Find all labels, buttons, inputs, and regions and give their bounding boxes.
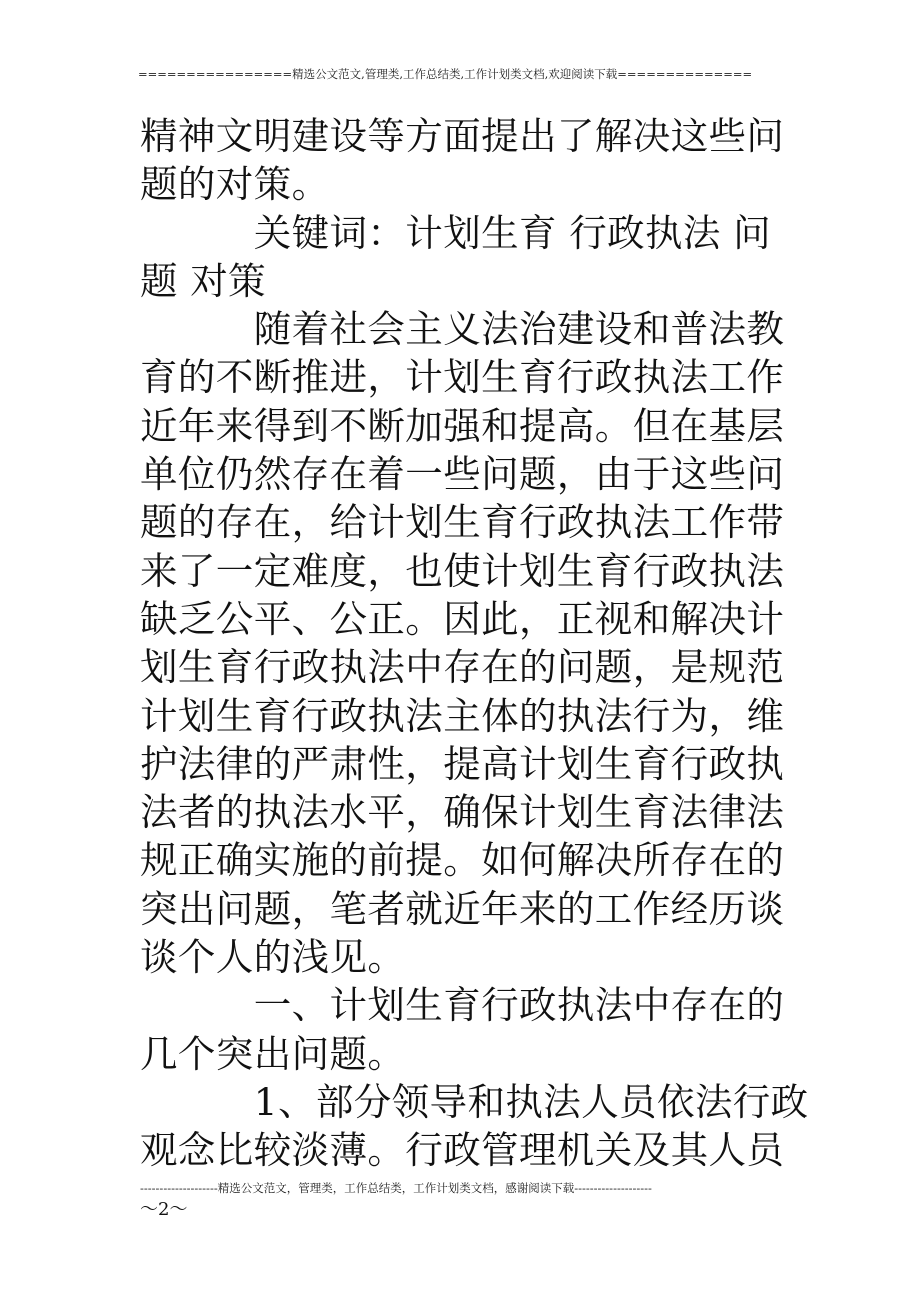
keywords-line: 关键词：计划生育 行政执法 问: [140, 210, 772, 255]
text-line: 来了一定难度，也使计划生育行政执法: [140, 548, 785, 593]
text-line: 计划生育行政执法主体的执法行为，维: [140, 693, 785, 738]
text-line: 题的存在，给计划生育行政执法工作带: [140, 500, 785, 545]
text-line: 近年来得到不断加强和提高。但在基层: [140, 403, 785, 448]
text-line: 随着社会主义法治建设和普法教: [140, 307, 785, 352]
page-header: ================精选公文范文,管理类,工作总结类,工作计划类文档,欢迎阅读下载==============: [138, 67, 753, 81]
section-heading: 一、计划生育行政执法中存在的: [140, 983, 785, 1028]
text-line: 单位仍然存在着一些问题，由于这些问: [140, 452, 785, 497]
subsection-heading: 1、部分领导和执法人员依法行政: [140, 1079, 809, 1124]
text-line: 题的对策。: [140, 162, 330, 207]
text-line: 法者的执法水平，确保计划生育法律法: [140, 790, 785, 835]
text-line: 护法律的严肃性，提高计划生育行政执: [140, 741, 785, 786]
document-body: [140, 112, 809, 1175]
text-line: 缺乏公平、公正。因此，正视和解决计: [140, 596, 785, 641]
text-line: 划生育行政执法中存在的问题，是规范: [140, 645, 785, 690]
keywords-line: 题 对策: [140, 258, 267, 303]
section-heading: 几个突出问题。: [140, 1031, 406, 1076]
text-line: 谈个人的浅见。: [140, 935, 406, 980]
text-line: 育的不断推进，计划生育行政执法工作: [140, 355, 785, 400]
text-line: 规正确实施的前提。如何解决所存在的: [140, 838, 785, 883]
text-line: 观念比较淡薄。行政管理机关及其人员: [140, 1128, 785, 1173]
page-footer: --------------------精选公文范文，管理类，工作总结类，工作计划类文档，感谢阅读下载--------------------: [140, 1181, 652, 1195]
text-line: 突出问题，笔者就近年来的工作经历谈: [140, 886, 785, 931]
page-number: ～2～: [140, 1199, 188, 1220]
text-line: 精神文明建设等方面提出了解决这些问: [140, 114, 785, 158]
